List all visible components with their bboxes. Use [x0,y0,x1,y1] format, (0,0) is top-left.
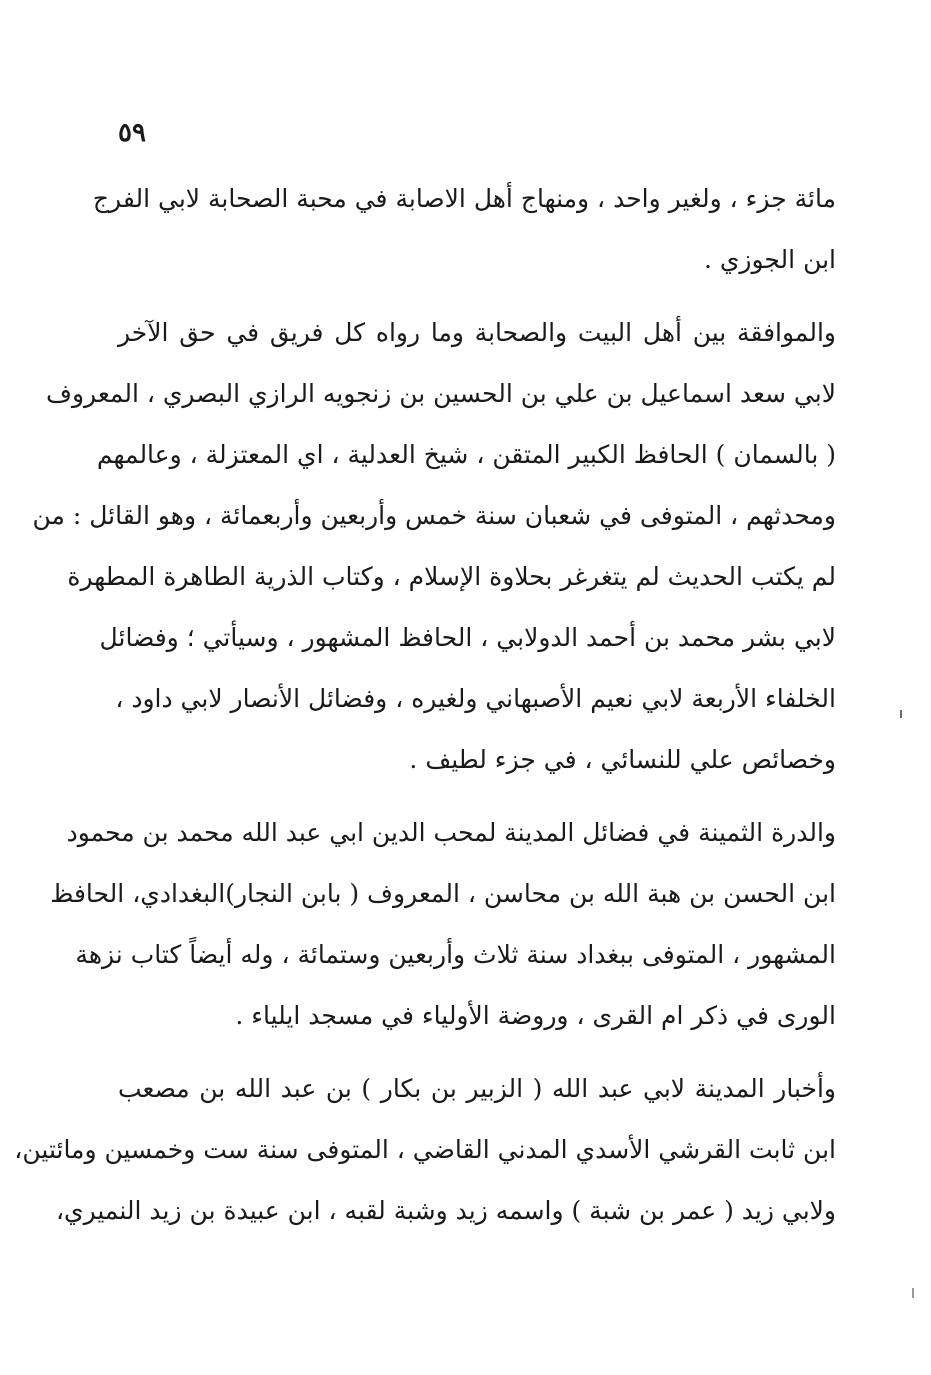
paragraph-3 [50,802,836,1046]
text-line: مائة جزء ، ولغير واحد ، ومنهاج أهل الاصابة في محبة الصحابة لابي الفرج [92,184,836,213]
scan-speck [900,710,902,718]
paragraph-2 [32,302,836,790]
text-line: لابي بشر محمد بن أحمد الدولابي ، الحافظ المشهور ، وسيأتي ؛ وفضائل [99,623,836,652]
text-line: لابي سعد اسماعيل بن علي بن الحسين بن زنجويه الرازي البصري ، المعروف [46,379,836,408]
text-line: ومحدثهم ، المتوفى في شعبان سنة خمس وأربعين وأربعمائة ، وهو القائل : من [32,501,836,530]
text-line: لم يكتب الحديث لم يتغرغر بحلاوة الإسلام ، وكتاب الذرية الطاهرة المطهرة [67,562,836,591]
paragraph-4 [14,1058,836,1241]
text-line: والموافقة بين أهل البيت والصحابة وما رواه كل فريق في حق الآخر [118,318,836,347]
text-line: ابن الجوزي . [703,245,836,274]
text-line: وخصائص علي للنسائي ، في جزء لطيف . [409,745,836,774]
page-number: ٥٩ [118,118,146,148]
page-body-text [14,168,836,1253]
paragraph-1 [92,168,836,290]
text-line: والدرة الثمينة في فضائل المدينة لمحب الدين ابي عبد الله محمد بن محمود [66,818,836,847]
text-line: ( بالسمان ) الحافظ الكبير المتقن ، شيخ العدلية ، اي المعتزلة ، وعالمهم [96,440,836,469]
text-line: وأخبار المدينة لابي عبد الله ( الزبير بن بكار ) بن عبد الله بن مصعب [118,1074,836,1103]
text-line: ابن الحسن بن هبة الله بن محاسن ، المعروف ( بابن النجار)البغدادي، الحافظ [50,879,836,908]
text-line: الورى في ذكر ام القرى ، وروضة الأولياء في مسجد ايلياء . [235,1001,836,1030]
text-line: ابن ثابت القرشي الأسدي المدني القاضي ، المتوفى سنة ست وخمسين ومائتين، [14,1135,836,1164]
text-line: الخلفاء الأربعة لابي نعيم الأصبهاني ولغيره ، وفضائل الأنصار لابي داود ، [115,684,836,713]
text-line: المشهور ، المتوفى ببغداد سنة ثلاث وأربعين وستمائة ، وله أيضاً كتاب نزهة [75,940,836,969]
scan-speck [912,1288,914,1298]
text-line: ولابي زيد ( عمر بن شبة ) واسمه زيد وشبة لقبه ، ابن عبيدة بن زيد النميري، [55,1196,836,1225]
